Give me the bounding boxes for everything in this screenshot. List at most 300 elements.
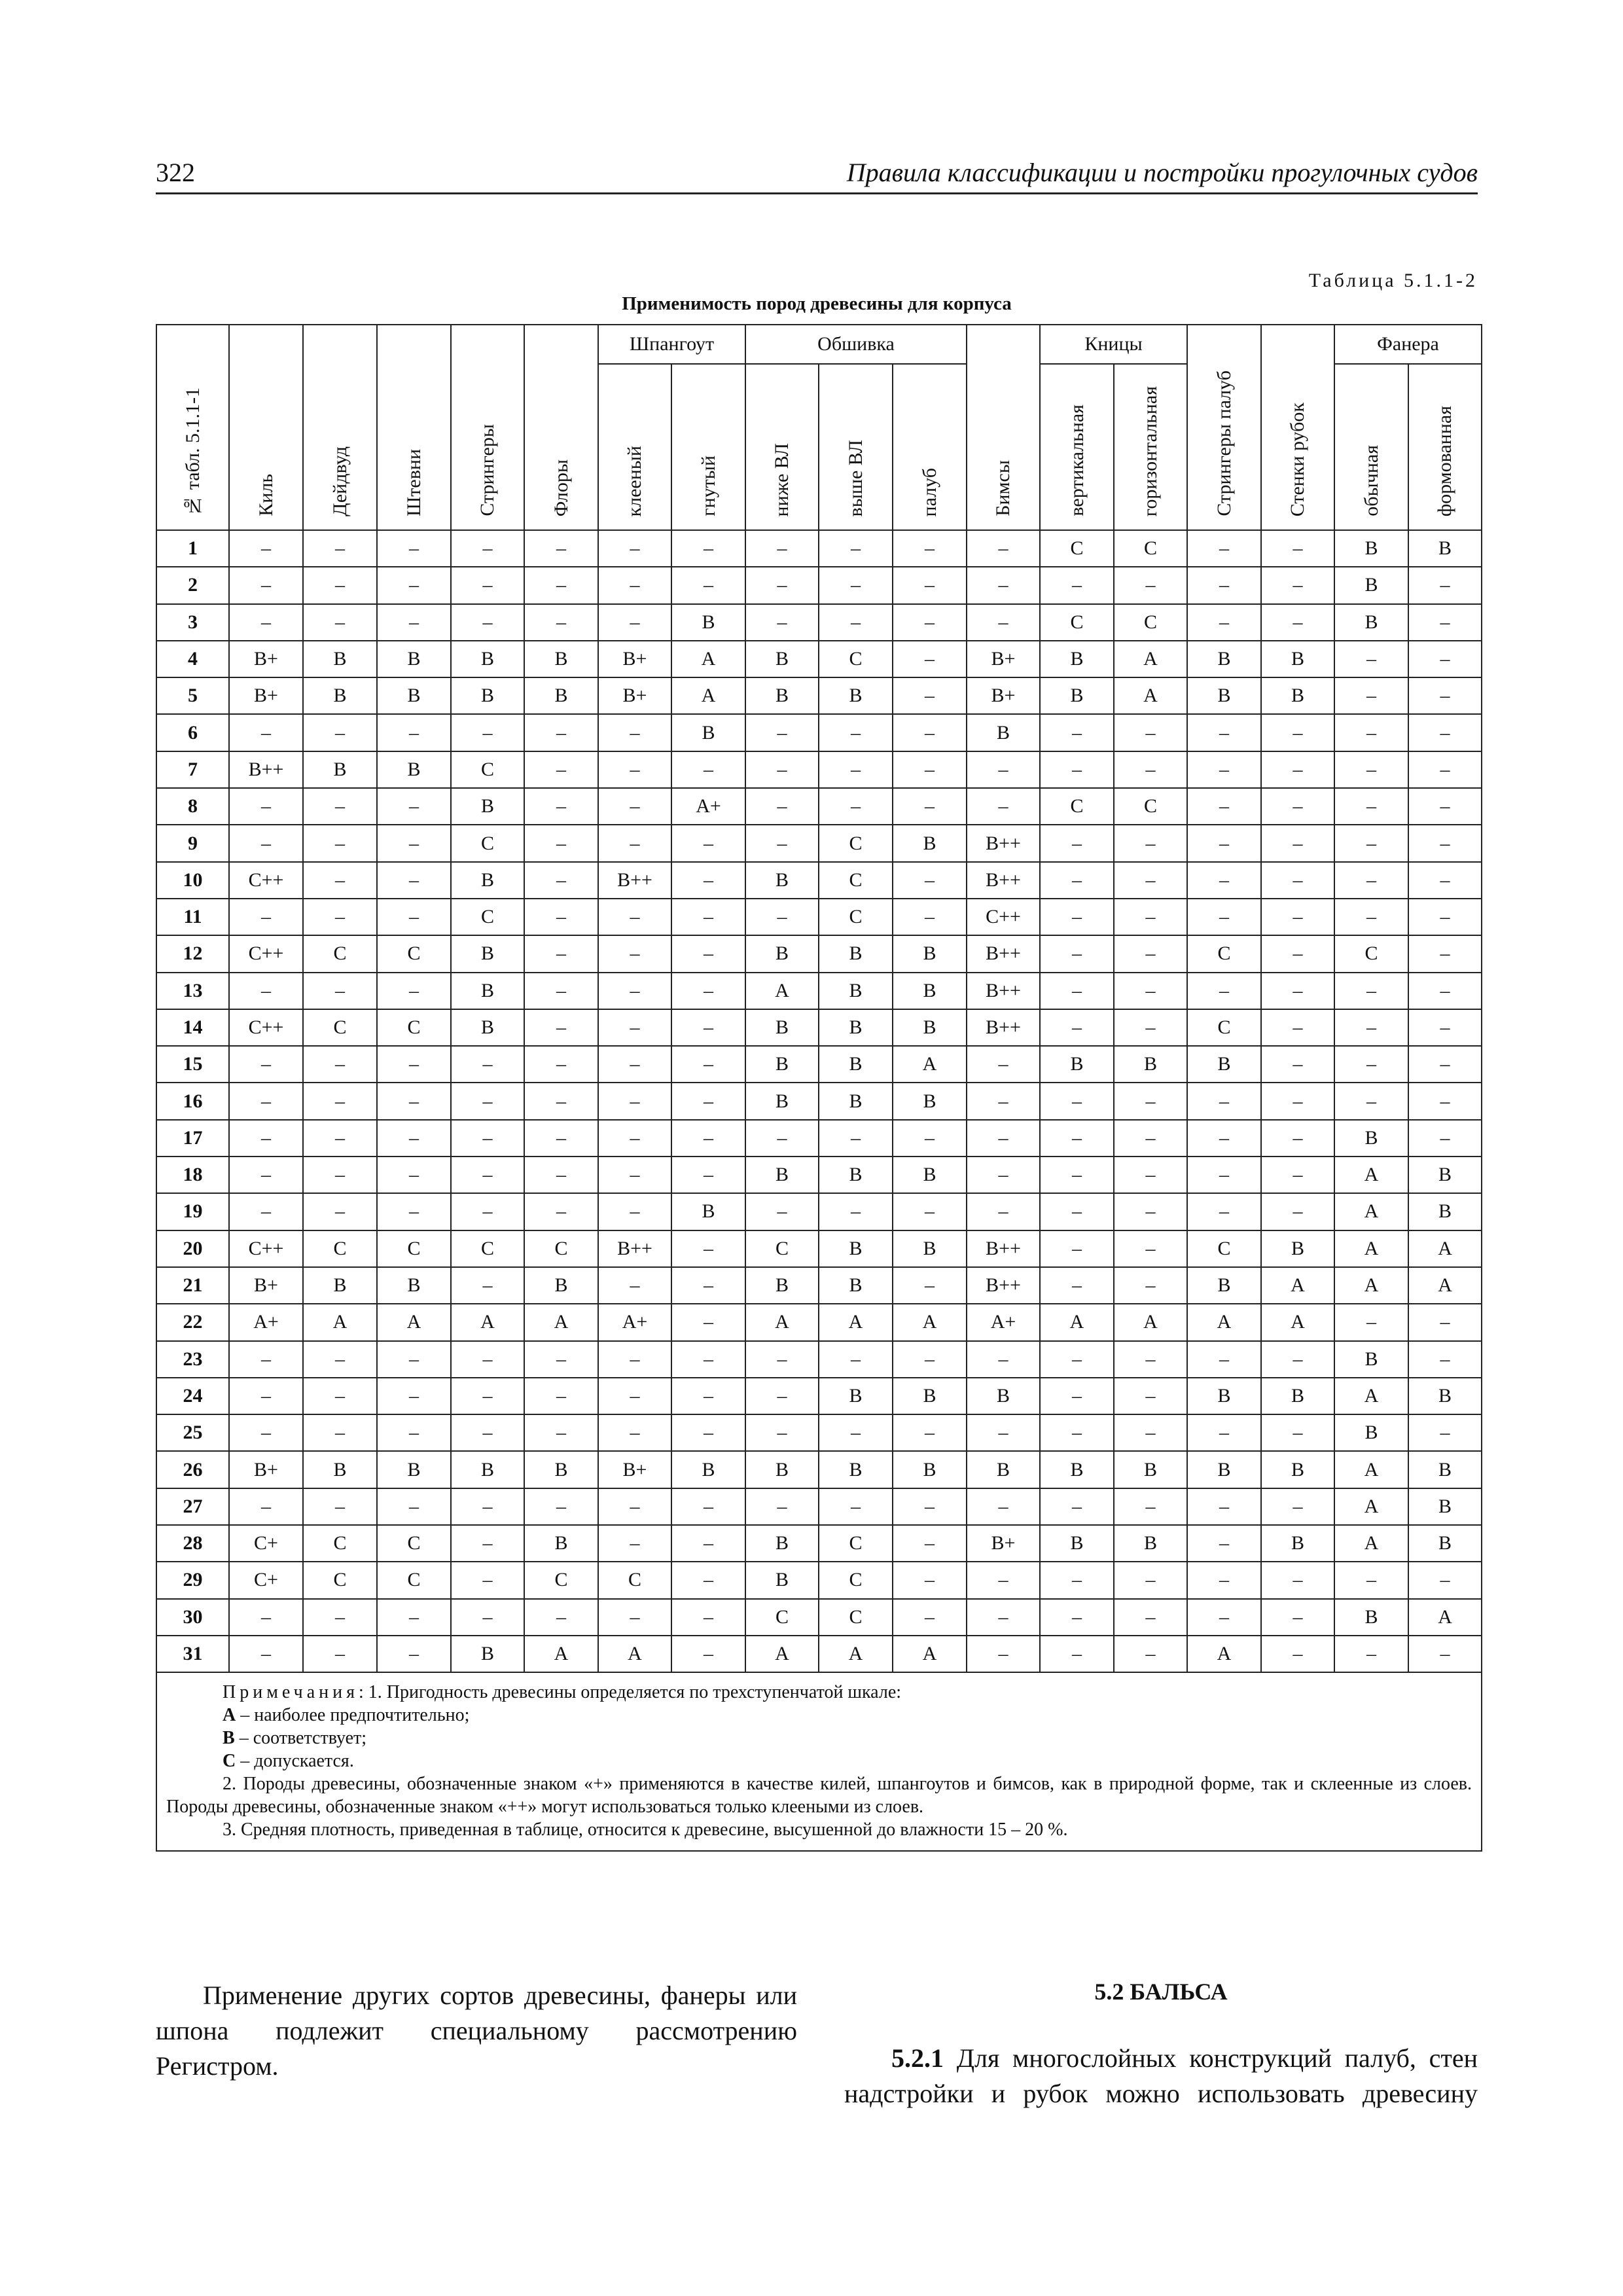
table-cell: C [1187,935,1261,972]
table-cell: C [451,899,524,935]
table-cell: A [1334,1525,1408,1562]
table-cell: – [451,1046,524,1083]
table-cell: – [1334,1083,1408,1119]
table-cell: – [1408,973,1482,1009]
table-cell: – [229,567,303,603]
table-cell: – [303,1488,377,1525]
table-cell: – [1408,1120,1482,1157]
table-cell: – [745,530,819,567]
table-cell: – [598,1046,671,1083]
table-cell: – [303,567,377,603]
col-header: № табл. 5.1.1-1 [156,325,229,530]
table-cell: B [671,714,745,751]
table-cell: – [819,1120,893,1157]
table-cell: – [524,1120,598,1157]
table-cell: – [1334,641,1408,677]
table-cell: B [524,677,598,714]
table-cell: – [524,788,598,825]
table-cell: A [1040,1304,1114,1340]
row-number-cell: 16 [156,1083,229,1119]
table-cell: A+ [598,1304,671,1340]
table-cell: C [303,1230,377,1267]
table-cell: – [303,973,377,1009]
table-cell: – [1114,1599,1187,1636]
table-cell: – [1261,1562,1334,1598]
table-cell: – [524,1599,598,1636]
col-header: гнутый [671,364,745,530]
table-cell: B [451,788,524,825]
table-cell: – [303,1599,377,1636]
table-cell: – [598,714,671,751]
clause-paragraph [844,2041,1478,2111]
table-cell: A [303,1304,377,1340]
table-cell: B [745,1157,819,1193]
table-cell: – [745,1341,819,1378]
table-cell: – [598,973,671,1009]
table-body [156,530,1482,1672]
table-cell: C [1334,935,1408,972]
table-cell: – [229,530,303,567]
table-cell: A [1334,1378,1408,1414]
table-cell: – [671,1009,745,1046]
table-cell: – [451,567,524,603]
table-cell: – [598,751,671,788]
table-cell: – [671,1046,745,1083]
table-cell: B [451,862,524,899]
table-cell: C [819,862,893,899]
table-cell: A [1334,1157,1408,1193]
table-cell: – [1408,677,1482,714]
table-cell: B+ [598,677,671,714]
table-cell: – [1261,862,1334,899]
table-cell: – [229,788,303,825]
table-cell: A [1114,677,1187,714]
col-header: Стрингеры палуб [1187,325,1261,530]
table-cell: B+ [967,677,1040,714]
table-cell: – [598,567,671,603]
table-cell: – [303,1157,377,1193]
table-cell: – [524,899,598,935]
table-cell: – [1261,604,1334,641]
table-cell: – [893,641,967,677]
table-cell: B [1408,1378,1482,1414]
table-cell: – [1334,899,1408,935]
table-cell: – [745,714,819,751]
table-cell: – [1261,899,1334,935]
table-cell: B++ [967,862,1040,899]
table-cell: – [745,1378,819,1414]
section-heading: 5.2 БАЛЬСА [1094,1979,1228,2005]
table-cell: B [377,1267,451,1304]
table-cell: C [377,1525,451,1562]
grade-a-text: – наиболее предпочтительно; [236,1705,470,1726]
table-cell: B [893,973,967,1009]
table-cell: C [303,1525,377,1562]
table-cell: – [377,899,451,935]
grade-b-letter: B [223,1728,235,1749]
table-cell: – [1114,714,1187,751]
table-cell: B [671,604,745,641]
table-row [156,1193,1482,1230]
table-cell: – [1261,567,1334,603]
row-number-cell: 24 [156,1378,229,1414]
table-cell: – [229,1083,303,1119]
table-cell: B [451,1451,524,1488]
table-cell: B [303,641,377,677]
col-header: Флоры [524,325,598,530]
row-number-cell: 17 [156,1120,229,1157]
table-row [156,1414,1482,1451]
table-cell: – [377,788,451,825]
table-cell: – [1261,788,1334,825]
table-row [156,1046,1482,1083]
table-cell: – [229,1341,303,1378]
table-cell: – [1187,1488,1261,1525]
table-cell: A [745,973,819,1009]
table-cell: C+ [229,1562,303,1598]
table-cell: – [524,862,598,899]
table-cell: – [1040,825,1114,861]
table-cell: – [819,714,893,751]
table-cell: – [893,714,967,751]
table-cell: B [1408,530,1482,567]
row-number-cell: 30 [156,1599,229,1636]
table-cell: – [1408,567,1482,603]
group-header-brackets: Кницы [1040,325,1187,364]
table-cell: – [1261,530,1334,567]
table-cell: – [303,1046,377,1083]
table-cell: – [967,604,1040,641]
table-cell: – [967,567,1040,603]
table-cell: C [377,1009,451,1046]
table-cell: B [893,935,967,972]
table-cell: – [1114,1083,1187,1119]
table-cell: – [377,530,451,567]
table-cell: – [671,825,745,861]
row-number-cell: 19 [156,1193,229,1230]
row-number-cell: 12 [156,935,229,972]
table-cell: – [451,1083,524,1119]
table-cell: – [893,751,967,788]
table-cell: B+ [598,641,671,677]
table-cell: B [1261,1230,1334,1267]
table-cell: – [745,788,819,825]
body-paragraph: Применение других сортов древесины, фанеры или шпона подлежит специальному рассмотрению Регистром. [156,1981,797,2081]
table-cell: – [598,604,671,641]
table-cell: – [1261,1193,1334,1230]
table-cell: – [1114,1157,1187,1193]
table-cell: – [1408,862,1482,899]
table-cell: C [1187,1009,1261,1046]
table-cell: – [745,1488,819,1525]
wood-applicability-table [156,324,1482,1852]
grade-b-text: – соответствует; [234,1728,367,1749]
table-cell: A [671,641,745,677]
table-cell: C [819,1525,893,1562]
table-cell: B [1040,1451,1114,1488]
table-cell: – [1261,714,1334,751]
table-cell: B [1261,1451,1334,1488]
table-cell: – [229,1193,303,1230]
table-cell: – [451,714,524,751]
table-cell: C [819,1599,893,1636]
table-cell: – [524,973,598,1009]
col-header: вертикальная [1040,364,1114,530]
table-cell: – [1334,862,1408,899]
table-cell: – [1187,1193,1261,1230]
table-cell: C [303,1562,377,1598]
table-cell: – [229,1378,303,1414]
table-cell: C [598,1562,671,1598]
table-cell: – [303,1378,377,1414]
table-cell: B++ [967,1009,1040,1046]
table-cell: – [451,530,524,567]
table-cell: – [1040,1230,1114,1267]
table-cell: – [1187,862,1261,899]
row-number-cell: 2 [156,567,229,603]
table-cell: A [1334,1488,1408,1525]
table-cell: – [671,1599,745,1636]
table-cell: – [671,935,745,972]
table-cell: B [819,1009,893,1046]
table-cell: – [524,751,598,788]
table-cell: B [1261,1378,1334,1414]
table-cell: – [1261,935,1334,972]
table-cell: B++ [967,973,1040,1009]
col-header: горизонтальная [1114,364,1187,530]
table-cell: C [377,1562,451,1598]
table-cell: – [377,604,451,641]
table-cell: – [893,1599,967,1636]
table-cell: – [377,567,451,603]
table-cell: – [229,604,303,641]
table-cell: B [1334,604,1408,641]
table-cell: – [1187,1157,1261,1193]
table-cell: – [819,751,893,788]
table-cell: – [1114,899,1187,935]
table-cell: B [524,1525,598,1562]
table-cell: C [745,1230,819,1267]
table-cell: B [671,1193,745,1230]
table-cell: A [1408,1267,1482,1304]
table-cell: B [745,935,819,972]
table-cell: – [1187,1120,1261,1157]
table-cell: C [377,1230,451,1267]
row-number-cell: 21 [156,1267,229,1304]
table-cell: – [1334,788,1408,825]
table-cell: – [1187,825,1261,861]
table-row [156,1157,1482,1193]
table-cell: B [745,1083,819,1119]
table-cell: A [377,1304,451,1340]
table-cell: – [377,862,451,899]
table-cell: – [671,1488,745,1525]
table-cell: – [671,1267,745,1304]
table-cell: B [819,1157,893,1193]
table-cell: C [1040,604,1114,641]
table-cell: – [524,1488,598,1525]
table-cell: B [1261,1525,1334,1562]
table-cell: – [229,714,303,751]
table-cell: – [524,1083,598,1119]
table-cell: C [1114,788,1187,825]
table-cell: – [377,1636,451,1672]
table-cell: – [1040,1562,1114,1598]
table-cell: B [1187,1451,1261,1488]
table-cell: – [671,1083,745,1119]
table-row [156,641,1482,677]
col-header: Штевни [377,325,451,530]
table-cell: A [598,1636,671,1672]
table-cell: – [1187,788,1261,825]
table-cell: B [1187,677,1261,714]
table-cell: B [967,1451,1040,1488]
table-cell: C [819,1562,893,1598]
table-cell: A [1334,1230,1408,1267]
table-title: Применимость пород древесины для корпуса [622,293,1012,314]
table-cell: – [1114,1267,1187,1304]
table-cell: – [524,604,598,641]
table-cell: B+ [967,641,1040,677]
table-cell: – [1187,1341,1261,1378]
table-cell: – [1040,1083,1114,1119]
table-cell: B [819,973,893,1009]
table-cell: – [671,1414,745,1451]
table-cell: – [1334,714,1408,751]
table-row [156,677,1482,714]
table-cell: – [377,1157,451,1193]
table-cell: – [451,1378,524,1414]
table-cell: – [524,567,598,603]
table-cell: – [598,1193,671,1230]
table-row [156,530,1482,567]
table-cell: – [1334,751,1408,788]
table-cell: B [819,1230,893,1267]
table-cell: – [229,1414,303,1451]
note-1: : 1. Пригодность древесины определяется по трехступенчатой шкале: [359,1682,902,1703]
table-cell: – [524,1157,598,1193]
table-cell: – [303,1341,377,1378]
table-cell: A [1408,1230,1482,1267]
table-cell: C [745,1599,819,1636]
table-cell: – [1261,1341,1334,1378]
table-cell: – [1114,935,1187,972]
table-cell: B [893,1009,967,1046]
col-header: палуб [893,364,967,530]
row-number-cell: 25 [156,1414,229,1451]
col-header: Киль [229,325,303,530]
table-cell: – [671,1157,745,1193]
table-cell: B [451,641,524,677]
table-cell: A+ [671,788,745,825]
table-cell: – [1334,1009,1408,1046]
table-cell: – [819,567,893,603]
table-cell: B [819,1378,893,1414]
table-cell: – [893,530,967,567]
table-cell: C++ [967,899,1040,935]
row-number-cell: 14 [156,1009,229,1046]
table-cell: C [451,751,524,788]
table-cell: B [745,677,819,714]
table-cell: B [893,1378,967,1414]
table-cell: B [1114,1046,1187,1083]
table-cell: – [671,1341,745,1378]
table-cell: – [893,1193,967,1230]
row-number-cell: 13 [156,973,229,1009]
table-cell: – [598,1120,671,1157]
table-cell: – [1040,1378,1114,1414]
table-cell: B [745,1009,819,1046]
row-number-cell: 18 [156,1157,229,1193]
table-cell: – [671,1378,745,1414]
table-cell: – [524,530,598,567]
grade-c-text: – допускается. [236,1751,354,1772]
table-cell: B+ [229,1451,303,1488]
body-right-column [844,2041,1478,2111]
table-cell: – [1040,714,1114,751]
row-number-cell: 4 [156,641,229,677]
row-number-cell: 15 [156,1046,229,1083]
table-cell: – [598,825,671,861]
table-cell: – [745,604,819,641]
table-label: Таблица 5.1.1-2 [1308,270,1478,291]
table-cell: – [1408,899,1482,935]
table-cell: – [598,1083,671,1119]
table-cell: – [671,1120,745,1157]
table-cell: – [1187,973,1261,1009]
table-cell: – [229,973,303,1009]
table-cell: – [671,862,745,899]
table-cell: C [819,641,893,677]
table-cell: – [524,935,598,972]
table-cell: – [1114,973,1187,1009]
table-cell: A [1334,1193,1408,1230]
table-cell: – [967,1562,1040,1598]
table-cell: B [1040,1525,1114,1562]
table-cell: – [377,973,451,1009]
table-cell: – [524,1046,598,1083]
table-cell: – [1114,1230,1187,1267]
table-cell: – [893,1120,967,1157]
table-cell: – [671,1230,745,1267]
table-row [156,714,1482,751]
table-cell: – [377,1120,451,1157]
col-header: Стрингеры [451,325,524,530]
table-row [156,1120,1482,1157]
table-cell: B [1334,1414,1408,1451]
table-cell: B [819,935,893,972]
table-cell: B [1187,1378,1261,1414]
table-cell: – [1334,973,1408,1009]
table-cell: – [303,1193,377,1230]
table-cell: – [1261,1488,1334,1525]
table-row [156,1562,1482,1598]
table-row [156,1083,1482,1119]
table-cell: B++ [229,751,303,788]
table-cell: – [598,1341,671,1378]
col-header: ниже ВЛ [745,364,819,530]
table-cell: A [1114,641,1187,677]
table-cell: – [524,825,598,861]
table-cell: A [1408,1599,1482,1636]
table-cell: – [1408,1304,1482,1340]
table-cell: A [893,1304,967,1340]
table-cell: C [1114,530,1187,567]
table-row [156,1451,1482,1488]
table-cell: – [745,1193,819,1230]
table-cell: – [451,1120,524,1157]
table-cell: B [819,1451,893,1488]
